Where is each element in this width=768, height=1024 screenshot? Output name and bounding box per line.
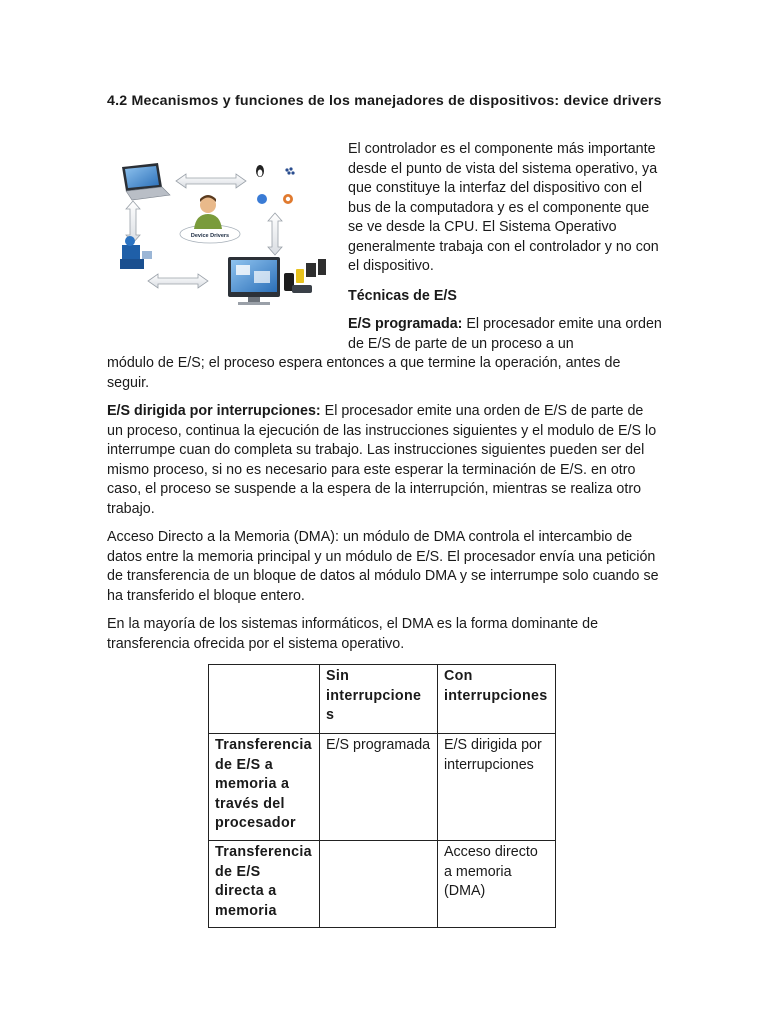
- interrupciones-label: E/S dirigida por interrupciones:: [107, 403, 321, 419]
- table-row: [209, 734, 556, 841]
- tecnicas-heading: Técnicas de E/S: [348, 288, 457, 304]
- interrupciones-paragraph: [107, 402, 663, 519]
- programada-rest: módulo de E/S; el proceso espera entonces a que termine la operación, antes de seguir.: [107, 355, 621, 391]
- os-logos-icon: [256, 165, 295, 204]
- comparison-table: [208, 664, 556, 928]
- device-drivers-figure: [108, 141, 340, 311]
- programada-first-line: [107, 315, 662, 354]
- double-arrow-bottom: [148, 274, 208, 288]
- intro-paragraph: El controlador es el componente más importante desde el punto de vista del sistema operativo, ya que constituye la interfaz del dispositivo con el bus de la computadora y es el componente que se ve desde la CPU. El Sistema Operativo generalmente trabaja con el controlador y no con el dispositivo.: [348, 141, 659, 274]
- programada-line1: El procesador emite una orden de E/S de parte de un proceso a un: [348, 316, 662, 352]
- double-arrow-top: [176, 174, 246, 188]
- table-header-cell: [209, 665, 320, 734]
- table-header-cell: Sin interrupcione s: [320, 665, 438, 734]
- mayoria-paragraph: En la mayoría de los sistemas informáticos, el DMA es la forma dominante de transferencia ofrecida por el sistema operativo.: [107, 616, 599, 652]
- table-row: [209, 841, 556, 928]
- table-cell: [320, 841, 438, 928]
- person-device-drivers-icon: [180, 195, 240, 243]
- table-cell: E/S programada: [320, 734, 438, 841]
- programada-label: E/S programada:: [348, 316, 463, 332]
- table-cell: Acceso directo a memoria (DMA): [438, 841, 556, 928]
- table-row-label: Transferencia de E/S a memoria a través del procesador: [209, 734, 320, 841]
- table-row-label: Transferencia de E/S directa a memoria: [209, 841, 320, 928]
- device-drivers-illustration: [108, 141, 340, 311]
- peripherals-icon: [284, 259, 326, 293]
- desk-user-icon: [120, 236, 152, 269]
- section-heading: 4.2 Mecanismos y funciones de los manejadores de dispositivos: device drivers: [107, 93, 662, 109]
- table-header-row: [209, 665, 556, 734]
- laptop-icon: [122, 163, 170, 200]
- programada-paragraph: [107, 315, 662, 393]
- monitor-icon: [228, 257, 280, 305]
- table-header-cell: Con interrupciones: [438, 665, 556, 734]
- dma-paragraph: Acceso Directo a la Memoria (DMA): un módulo de DMA controla el intercambio de datos entre la memoria principal y un módulo de E/S. El procesador envía una petición de transferencia de un bloque de datos al módulo DMA y se interrumpe solo cuando se ha transferido el bloque entero.: [107, 529, 659, 604]
- device-drivers-label: Device Drivers: [190, 233, 230, 239]
- double-arrow-right: [268, 213, 282, 255]
- interrupciones-text: El procesador emite una orden de E/S de parte de un proceso, continua la ejecución de las instrucciones siguientes y el modulo de E/S lo interrumpe cuan do completa su trabajo. Las instrucciones siguientes pueden ser del mismo proceso, si no es necesario para este esperar la terminación de E/S. en otro caso, el proceso se suspende a la espera de la interrupción, mientras se realiza otro trabajo.: [107, 403, 657, 517]
- table-cell: E/S dirigida por interrupciones: [438, 734, 556, 841]
